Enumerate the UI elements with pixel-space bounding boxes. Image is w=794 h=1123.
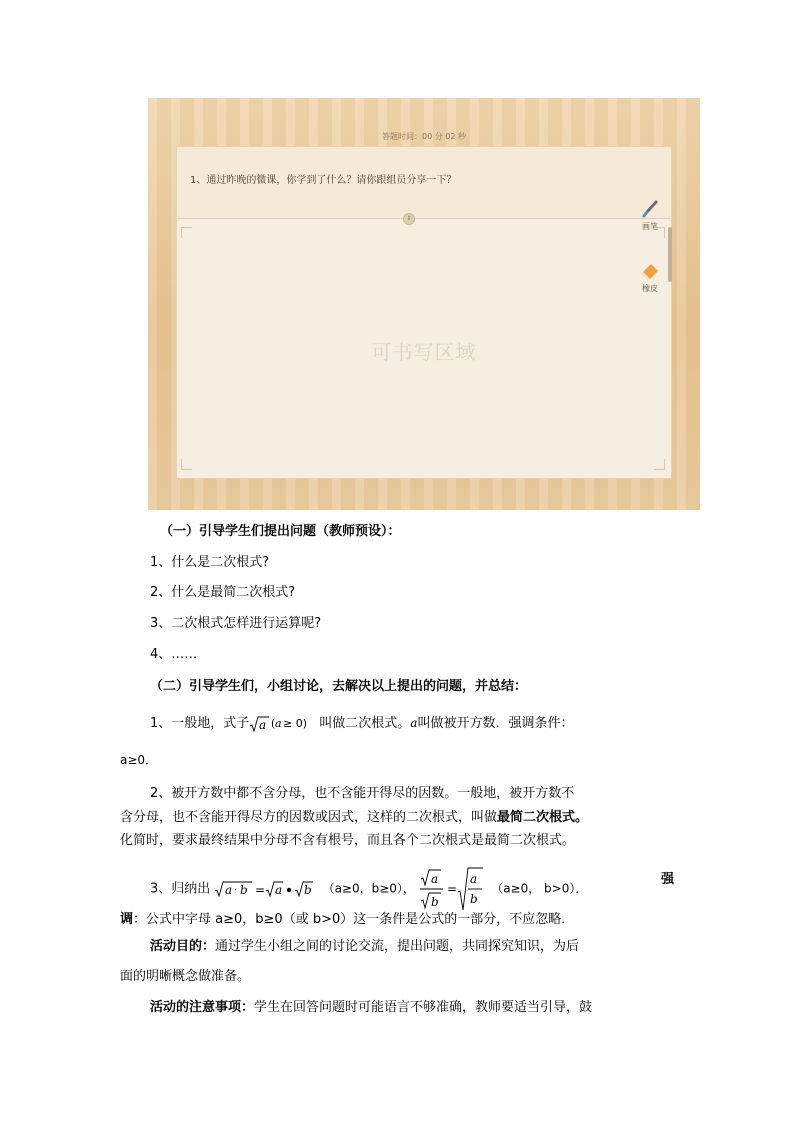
- activity-goal-line-2: 面的明晰概念做准备。: [120, 969, 251, 984]
- svg-text:b: b: [304, 883, 313, 897]
- svg-text:b: b: [470, 892, 478, 906]
- p1-text-b: 叫做二次根式。: [319, 716, 411, 731]
- question-item-1: 1、什么是二次根式?: [150, 555, 270, 570]
- question-panel: [176, 146, 672, 218]
- svg-text:b: b: [240, 883, 249, 897]
- quotient-rule-formula: [419, 866, 487, 912]
- p2-text-a: 含分母，也不含能开得尽方的因数或因式，这样的二次根式，叫做: [120, 810, 498, 825]
- activity-goal-text: 通过学生小组之间的讨论交流，提出问题，共同探究知识，为后: [215, 939, 580, 954]
- svg-text:a: a: [275, 883, 283, 897]
- var-a: a: [410, 716, 418, 730]
- brush-tool-button[interactable]: [636, 198, 664, 232]
- collapse-handle-icon[interactable]: ⇕: [403, 213, 415, 225]
- activity-goal-line-1: [150, 935, 579, 954]
- activity-goal-label: 活动目的：: [150, 939, 216, 954]
- p3-condition-2: （a≥0， b>0）．: [491, 881, 588, 896]
- svg-text:≥ 0): ≥ 0): [283, 716, 308, 730]
- question-item-2: 2、什么是最简二次根式?: [150, 585, 296, 600]
- eraser-icon: [640, 262, 660, 282]
- eraser-tool-button[interactable]: [636, 262, 664, 294]
- writing-scrollbar[interactable]: [668, 227, 672, 282]
- corner-mark: [181, 459, 192, 470]
- answer-timer: 答题时间：00 分 02 秒: [382, 132, 466, 141]
- p3-condition-1: （a≥0，b≥0），: [322, 881, 415, 896]
- question-item-4: 4、……: [150, 647, 198, 662]
- paragraph-1-line-2: a≥0．: [120, 753, 158, 767]
- answer-app-screenshot: [148, 98, 700, 510]
- paragraph-2-line-3: 化简时，要求最终结果中分母不含有根号，而且各个二次根式是最简二次根式。: [120, 833, 576, 848]
- brush-tool-label: 画笔: [642, 222, 658, 231]
- brush-icon: [640, 198, 660, 220]
- paragraph-2-line-1: 2、被开方数中都不含分母，也不含能开得尽的因数。一般地，被开方数不: [150, 786, 575, 801]
- svg-text:=: =: [447, 882, 458, 896]
- activity-note-line-1: [150, 996, 592, 1015]
- p2-keyword: 最简二次根式。: [497, 810, 589, 825]
- svg-text:a: a: [225, 883, 233, 897]
- svg-text:a: a: [259, 717, 267, 732]
- corner-mark: [181, 227, 192, 238]
- activity-note-label: 活动的注意事项：: [150, 1000, 255, 1015]
- svg-text:a: a: [431, 872, 439, 886]
- svg-text:b: b: [431, 895, 439, 909]
- p3-text-a: 3、归纳出: [150, 881, 211, 897]
- svg-text:(: (: [271, 716, 276, 730]
- paragraph-3-line-2: [120, 908, 574, 927]
- writing-area[interactable]: [176, 215, 672, 479]
- question-item-3: 3、二次根式怎样进行运算呢?: [150, 616, 322, 631]
- corner-mark: [654, 459, 665, 470]
- paragraph-1-line-1: [150, 712, 573, 733]
- svg-text:=: =: [255, 883, 266, 897]
- paragraph-2-line-2: [120, 806, 588, 825]
- section-heading-2: （二）引导学生们，小组讨论，去解决以上提出的问题，并总结：: [150, 679, 528, 694]
- p3-text-b: ：公式中字母 a≥0，b≥0（或 b>0）这一条件是公式的一部分，不应忽略．: [133, 912, 575, 927]
- writing-area-hint: 可书写区域: [371, 340, 477, 364]
- p3-emphasis-start: 强: [661, 872, 675, 887]
- p3-emphasis-end: 调: [120, 912, 134, 927]
- svg-text:a: a: [470, 872, 478, 886]
- product-rule-formula: [214, 879, 318, 899]
- activity-note-text: 学生在回答问题时可能语言不够准确，教师要适当引导，鼓: [254, 1000, 593, 1015]
- section-heading-1: （一）引导学生们提出问题（教师预设）：: [160, 524, 401, 539]
- question-text: 1、通过昨晚的微课，你学到了什么？请你跟组员分享一下？: [190, 175, 457, 186]
- paragraph-3-line-1: [150, 866, 587, 912]
- p1-text-c: 叫做被开方数．强调条件：: [417, 716, 574, 731]
- svg-text:·: ·: [234, 885, 238, 896]
- eraser-tool-label: 橡皮: [642, 284, 658, 293]
- svg-text:a: a: [275, 716, 282, 730]
- sqrt-a-formula: [249, 715, 319, 733]
- p1-text-a: 1、一般地，式子: [150, 716, 250, 731]
